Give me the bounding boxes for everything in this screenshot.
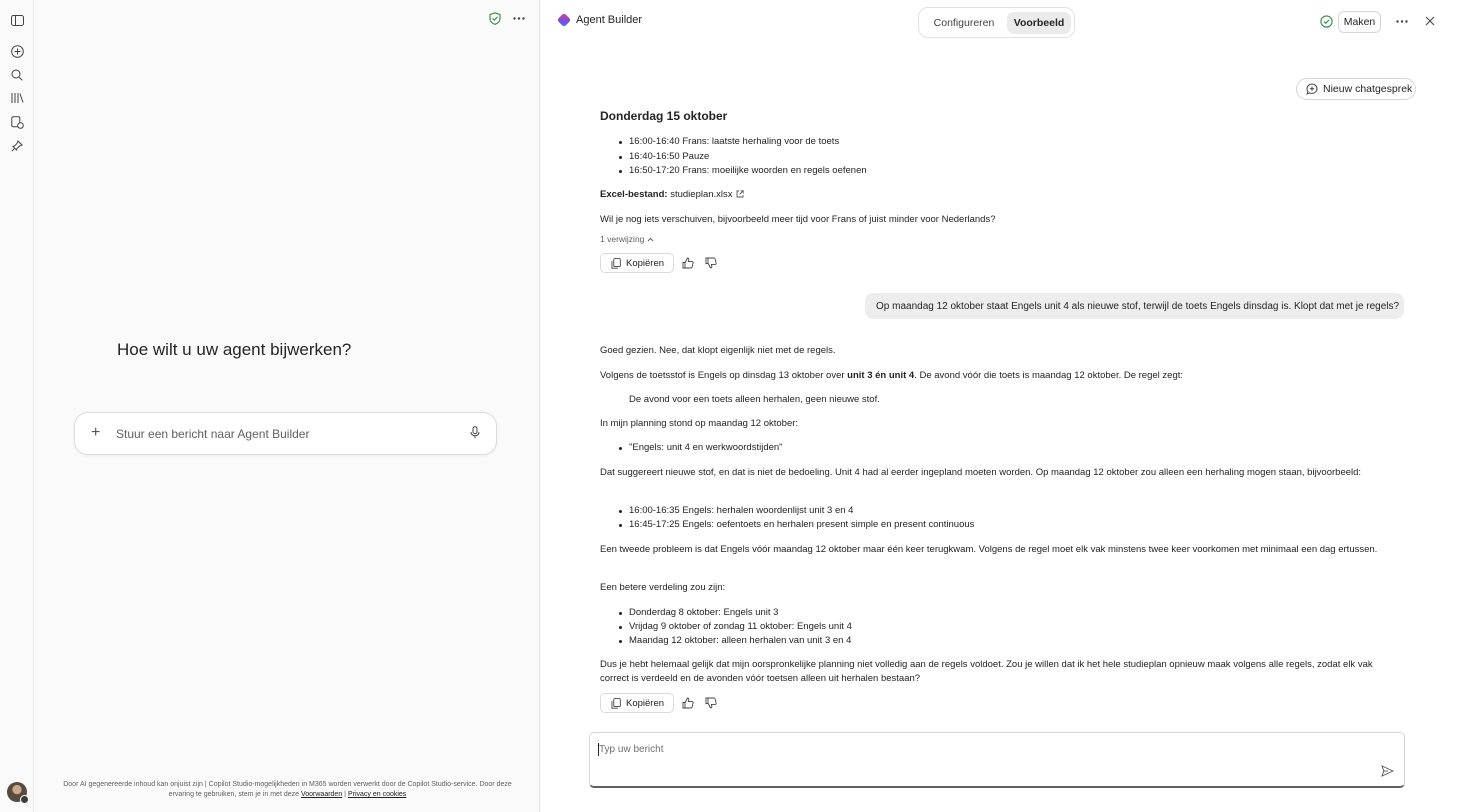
thumbs-up-icon[interactable] [681,256,695,270]
tab-preview[interactable]: Voorbeeld [1007,12,1071,34]
message-text: Een tweede probleem is dat Engels vóór maandag 12 oktober maar één keer terugkwam. Volgens de regel moet elk vak minstens twee keer voorkomen met minimaal een dag ertussen. [600,544,1378,555]
agents-icon[interactable] [9,114,25,130]
excel-label: Excel-bestand: [600,189,668,200]
sidebar-toggle-icon[interactable] [9,12,25,28]
mode-switch [918,7,1075,38]
more-options-icon[interactable] [1395,14,1409,28]
shield-check-icon[interactable] [488,11,502,25]
copy-label: Kopiëren [626,257,665,269]
chat-input-box[interactable] [589,732,1405,788]
send-icon[interactable] [1381,765,1394,780]
message-text: Een betere verdeling zou zijn: [600,582,726,593]
privacy-link[interactable]: Privacy en cookies [347,791,407,798]
thumbs-down-icon[interactable] [704,256,718,270]
tab-configure[interactable]: Configureren [933,17,995,29]
message-text: Wil je nog iets verschuiven, bijvoorbeeld meer tijd voor Frans of juist minder voor Nederlands? [600,214,996,225]
new-chat-label: Nieuw chatgesprek [1323,83,1413,95]
copy-label: Kopiëren [626,697,665,709]
terms-link[interactable]: Voorwaarden [300,791,343,798]
reference-toggle[interactable] [600,232,654,246]
list-item: 16:40-16:50 Pauze [629,151,710,162]
blockquote: De avond voor een toets alleen herhalen, geen nieuwe stof. [629,394,880,405]
library-icon[interactable] [9,90,25,106]
disclaimer [60,780,515,800]
close-icon[interactable] [1423,14,1437,28]
builder-panel [35,0,540,812]
message-text: Goed gezien. Nee, dat klopt eigenlijk niet met de regels. [600,345,836,356]
copy-button[interactable] [600,253,674,273]
message-heading: Donderdag 15 oktober [600,109,728,123]
microphone-icon[interactable] [470,426,480,442]
list-item: Donderdag 8 oktober: Engels unit 3 [629,607,779,618]
app-brand [558,14,642,26]
builder-composer[interactable] [74,412,497,455]
disclaimer-text: Door AI gegenereerde inhoud kan onjuist zijn | Copilot Studio-mogelijkheden in M365 worden verwerkt door de Copilot Studio-service. Door deze ervaring te gebruiken, stem je in met deze [63,781,512,798]
new-chat-icon[interactable] [9,43,25,59]
reference-label: 1 verwijzing [600,234,645,244]
copy-icon [611,698,621,709]
check-circle-icon [1319,14,1333,28]
list-item: 16:45-17:25 Engels: oefentoets en herhalen present simple en present continuous [629,519,975,530]
app-title: Agent Builder [576,14,643,26]
thumbs-down-icon[interactable] [704,696,718,710]
text-bold: unit 3 én unit 4 [847,370,915,381]
list-item: 16:00-16:35 Engels: herhalen woordenlijst unit 3 en 4 [629,505,854,516]
list-item: Maandag 12 oktober: alleen herhalen van unit 3 en 4 [629,635,852,646]
pin-icon[interactable] [9,138,25,154]
text-segment: . De avond vóór die toets is maandag 12 oktober. De regel zegt: [914,370,1184,381]
left-rail [0,0,34,812]
text-segment: Volgens de toetsstof is Engels op dinsdag 13 oktober over [600,370,848,381]
agent-builder-logo-icon [557,13,571,27]
user-message-bubble: Op maandag 12 oktober staat Engels unit 4 als nieuwe stof, terwijl de toets Engels dinsdag is. Klopt dat met je regels? [865,293,1404,319]
copy-icon [611,258,621,269]
message-text [600,369,1183,383]
message-text: In mijn planning stond op maandag 12 oktober: [600,418,799,429]
new-chat-button[interactable] [1296,78,1416,100]
search-icon[interactable] [9,67,25,83]
thumbs-up-icon[interactable] [681,696,695,710]
message-text: Dus je hebt helemaal gelijk dat mijn oorspronkelijke planning niet volledig aan de regels voldoet. Zou je willen dat ik het hele studieplan opnieuw maak volgens alle regels, zodat elk vak correct is verdeeld en de avonden vóór toetsen alleen uit herhalen bestaan? [600,659,1373,684]
external-link-icon[interactable] [736,190,744,198]
avatar[interactable] [7,782,27,802]
chat-message-input[interactable]: Typ uw bericht [599,744,664,755]
excel-file-link[interactable]: studieplan.xlsx [670,189,733,200]
message-text: Dat suggereert nieuwe stof, en dat is niet de bedoeling. Unit 4 had al eerder ingepland moeten worden. Op maandag 12 oktober zou alleen een herhaling mogen staan, bijvoorbeeld: [600,467,1362,478]
excel-file-line [600,188,744,202]
chevron-up-icon [647,237,654,242]
more-options-icon[interactable] [512,11,526,25]
header [541,0,1461,44]
presence-icon [20,795,29,804]
chat-add-icon [1306,83,1318,95]
copy-button[interactable] [600,693,674,713]
make-button[interactable]: Maken [1338,11,1381,33]
add-icon[interactable]: + [91,424,101,441]
list-item: 16:00-16:40 Frans: laatste herhaling voor de toets [629,136,840,147]
builder-message-input[interactable]: Stuur een bericht naar Agent Builder [116,427,310,441]
list-item: "Engels: unit 4 en werkwoordstijden" [629,442,783,453]
page-title: Hoe wilt u uw agent bijwerken? [117,340,352,359]
disclaimer-separator: | [342,791,348,798]
list-item: 16:50-17:20 Frans: moeilijke woorden en regels oefenen [629,165,867,176]
list-item: Vrijdag 9 oktober of zondag 11 oktober: Engels unit 4 [629,621,852,632]
preview-panel [541,0,1461,812]
